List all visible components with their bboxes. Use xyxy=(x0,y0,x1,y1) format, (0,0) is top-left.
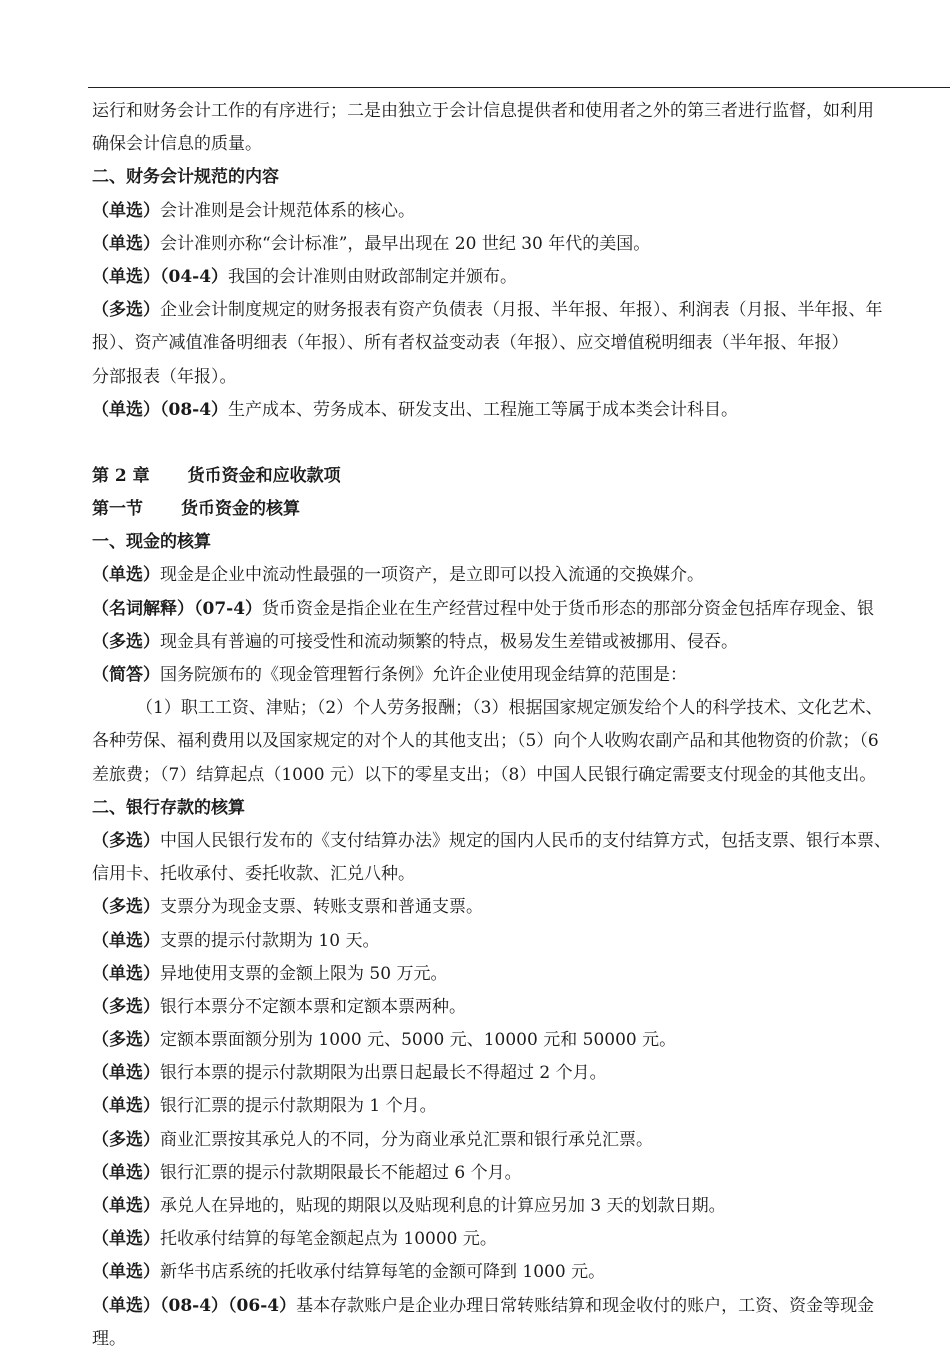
text-line xyxy=(92,128,950,161)
line-text: 中国人民银行发布的《支付结算办法》规定的国内人民币的支付结算方式，包括支票、银行本票、 xyxy=(160,830,891,851)
section-heading xyxy=(92,493,950,526)
question-type-tag: （单选） xyxy=(92,1063,160,1084)
text-line xyxy=(92,1057,950,1090)
text-line xyxy=(92,559,950,592)
line-text: 托收承付结算的每笔金额起点为 10000 元。 xyxy=(160,1229,497,1250)
question-type-tag: （单选）（08-4）（06-4） xyxy=(92,1295,297,1316)
text-line xyxy=(92,659,950,692)
question-type-tag: （单选） xyxy=(92,565,160,586)
text-line xyxy=(92,1290,950,1323)
line-text: 现金是企业中流动性最强的一项资产，是立即可以投入流通的交换媒介。 xyxy=(160,565,704,586)
line-text: 新华书店系统的托收承付结算每笔的金额可降到 1000 元。 xyxy=(160,1262,606,1283)
question-type-tag: （多选） xyxy=(92,1030,160,1051)
text-line xyxy=(92,327,950,360)
line-text: 会计准则亦称“会计标准”，最早出现在 20 世纪 30 年代的美国。 xyxy=(160,233,651,254)
line-text: 我国的会计准则由财政部制定并颁布。 xyxy=(228,266,518,287)
header-rule xyxy=(88,87,950,88)
question-type-tag: （单选） xyxy=(92,963,160,984)
text-line xyxy=(92,95,950,128)
chapter-number: 第 2 章 xyxy=(92,465,150,486)
line-text: 会计准则是会计规范体系的核心。 xyxy=(160,200,415,221)
text-line xyxy=(92,261,950,294)
line-text: 银行汇票的提示付款期限为 1 个月。 xyxy=(160,1096,437,1117)
question-type-tag: （单选） xyxy=(92,1196,160,1216)
line-text: 二、财务会计规范的内容 xyxy=(92,167,279,188)
line-text: 运行和财务会计工作的有序进行；二是由独立于会计信息提供者和使用者之外的第三者进行监督，如利用 xyxy=(92,101,874,121)
text-line xyxy=(92,925,950,958)
line-text: 信用卡、托收承付、委托收款、汇兑八种。 xyxy=(92,864,415,885)
chapter-number: 第一节 xyxy=(92,499,143,520)
question-type-tag: （多选） xyxy=(92,631,160,652)
line-text: 报）、资产减值准备明细表（年报）、所有者权益变动表（年报）、应交增值税明细表（半年报、年报） xyxy=(92,333,849,354)
question-type-tag: （单选）（08-4） xyxy=(92,399,229,420)
text-line xyxy=(92,294,950,327)
text-line xyxy=(92,361,950,394)
question-type-tag: （单选） xyxy=(92,1262,160,1283)
text-line xyxy=(92,1090,950,1123)
question-type-tag: （单选） xyxy=(92,233,160,254)
text-line xyxy=(92,1157,950,1190)
line-text: 现金具有普遍的可接受性和流动频繁的特点，极易发生差错或被挪用、侵吞。 xyxy=(160,631,738,652)
text-line xyxy=(92,394,950,427)
line-text: 支票分为现金支票、转账支票和普通支票。 xyxy=(160,897,483,918)
line-text: 异地使用支票的金额上限为 50 万元。 xyxy=(160,963,448,984)
text-line xyxy=(92,725,950,758)
line-text: 定额本票面额分别为 1000 元、5000 元、10000 元和 50000 元。 xyxy=(160,1030,677,1051)
section-heading xyxy=(92,161,950,194)
line-text: 国务院颁布的《现金管理暂行条例》允许企业使用现金结算的范围是： xyxy=(160,665,687,685)
text-line xyxy=(92,958,950,991)
text-line xyxy=(92,593,950,626)
text-line xyxy=(92,891,950,924)
line-text: 基本存款账户是企业办理日常转账结算和现金收付的账户，工资、资金等现金 xyxy=(296,1295,875,1316)
text-line xyxy=(92,692,950,725)
question-type-tag: （多选） xyxy=(92,996,160,1017)
section-heading xyxy=(92,792,950,825)
line-text: 各种劳保、福利费用以及国家规定的对个人的其他支出；（5）向个人收购农副产品和其他物资的价款；（6 xyxy=(92,731,879,752)
line-text: 差旅费；（7）结算起点（1000 元）以下的零星支出；（8）中国人民银行确定需要支付现金的其他支出。 xyxy=(92,764,877,785)
line-text: 企业会计制度规定的财务报表有资产负债表（月报、半年报、年报）、利润表（月报、半年报、年 xyxy=(160,300,883,321)
text-line xyxy=(92,1256,950,1289)
line-text: 银行汇票的提示付款期限最长不能超过 6 个月。 xyxy=(160,1162,522,1183)
line-text: 银行本票的提示付款期限为出票日起最长不得超过 2 个月。 xyxy=(160,1063,607,1084)
line-text: 生产成本、劳务成本、研发支出、工程施工等属于成本类会计科目。 xyxy=(228,399,739,420)
line-text: 商业汇票按其承兑人的不同，分为商业承兑汇票和银行承兑汇票。 xyxy=(160,1129,653,1150)
section-heading xyxy=(92,460,950,493)
line-text: 承兑人在异地的，贴现的期限以及贴现利息的计算应另加 3 天的划款日期。 xyxy=(160,1196,726,1216)
text-line xyxy=(92,1190,950,1223)
blank-line xyxy=(92,427,950,460)
section-heading xyxy=(92,526,950,559)
line-text: 货币资金是指企业在生产经营过程中处于货币形态的那部分资金包括库存现金、银 xyxy=(262,598,875,619)
text-line xyxy=(92,1323,950,1356)
text-line xyxy=(92,195,950,228)
line-text: （1）职工工资、津贴；（2）个人劳务报酬；（3）根据国家规定颁发给个人的科学技术、文化艺术、 xyxy=(136,698,883,719)
text-line xyxy=(92,1024,950,1057)
text-line xyxy=(92,825,950,858)
line-text: 确保会计信息的质量。 xyxy=(92,134,262,155)
text-line xyxy=(92,858,950,891)
question-type-tag: （单选） xyxy=(92,1096,160,1117)
question-type-tag: （多选） xyxy=(92,1129,160,1150)
question-type-tag: （单选）（04-4） xyxy=(92,266,229,287)
chapter-title: 货币资金的核算 xyxy=(181,499,300,520)
question-type-tag: （多选） xyxy=(92,300,160,321)
question-type-tag: （简答） xyxy=(92,665,160,685)
question-type-tag: （多选） xyxy=(92,830,160,851)
line-text: 二、银行存款的核算 xyxy=(92,797,245,818)
question-type-tag: （单选） xyxy=(92,930,160,951)
line-text: 理。 xyxy=(92,1328,126,1349)
text-line xyxy=(92,228,950,261)
text-line xyxy=(92,759,950,792)
text-line xyxy=(92,1124,950,1157)
line-text: 支票的提示付款期为 10 天。 xyxy=(160,930,380,951)
question-type-tag: （单选） xyxy=(92,1162,160,1183)
document-page xyxy=(92,95,950,1356)
chapter-title: 货币资金和应收款项 xyxy=(187,465,341,486)
question-type-tag: （单选） xyxy=(92,1229,160,1250)
line-text: 分部报表（年报）。 xyxy=(92,366,237,387)
question-type-tag: （单选） xyxy=(92,200,160,221)
question-type-tag: （名词解释）（07-4） xyxy=(92,598,263,619)
line-text: 一、现金的核算 xyxy=(92,532,211,553)
line-text: 银行本票分不定额本票和定额本票两种。 xyxy=(160,996,466,1017)
question-type-tag: （多选） xyxy=(92,897,160,918)
text-line xyxy=(92,991,950,1024)
text-line xyxy=(92,1223,950,1256)
text-line xyxy=(92,626,950,659)
